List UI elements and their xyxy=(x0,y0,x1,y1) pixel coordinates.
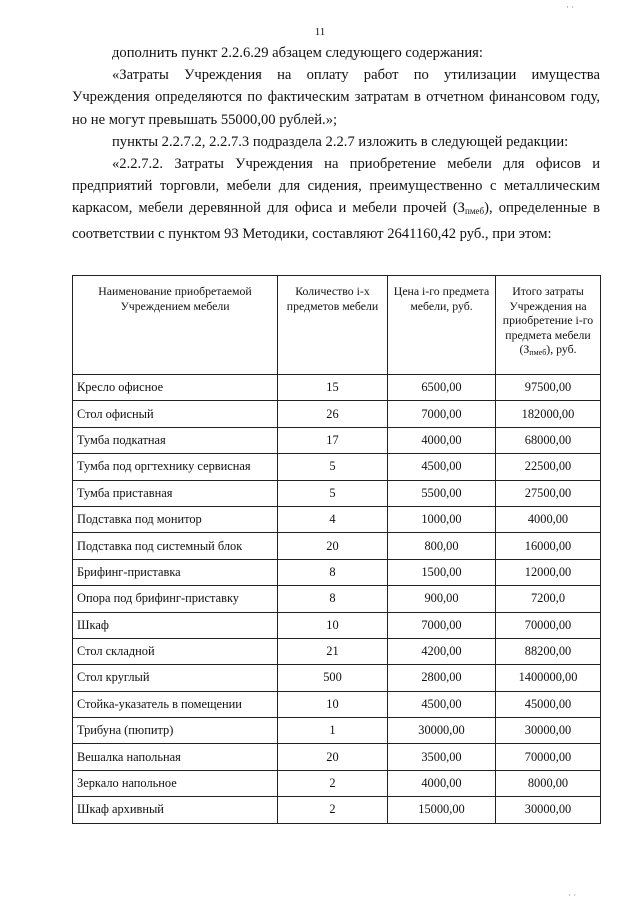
cell-unit-price: 6500,00 xyxy=(388,375,496,401)
cell-quantity: 10 xyxy=(278,612,388,638)
table-row xyxy=(73,533,601,559)
table-row xyxy=(73,586,601,612)
table-row xyxy=(73,427,601,453)
cell-furniture-name: Стойка-указатель в помещении xyxy=(73,691,278,717)
cell-unit-price: 4000,00 xyxy=(388,770,496,796)
cell-quantity: 500 xyxy=(278,665,388,691)
page-number: 11 xyxy=(314,26,326,38)
cell-quantity: 17 xyxy=(278,427,388,453)
header-total-subscript: пмеб xyxy=(529,348,547,357)
table-row xyxy=(73,770,601,796)
cell-unit-price: 7000,00 xyxy=(388,612,496,638)
cell-furniture-name: Шкаф xyxy=(73,612,278,638)
cell-unit-price: 4500,00 xyxy=(388,691,496,717)
paragraph-utilization-costs: «Затраты Учреждения на оплату работ по утилизации имущества Учреждения определяются по фактическим затратам в отчетном финансовом году, но не могут превышать 55000,00 рублей.»; xyxy=(72,67,600,128)
cell-furniture-name: Подставка под монитор xyxy=(73,506,278,532)
paragraph-furniture-costs xyxy=(72,153,600,245)
cell-unit-price: 15000,00 xyxy=(388,797,496,823)
cell-quantity: 8 xyxy=(278,586,388,612)
cell-quantity: 20 xyxy=(278,744,388,770)
cell-furniture-name: Шкаф архивный xyxy=(73,797,278,823)
cell-furniture-name: Опора под брифинг-приставку xyxy=(73,586,278,612)
header-quantity: Количество i-х предметов мебели xyxy=(278,276,388,375)
cell-total-cost: 27500,00 xyxy=(496,480,601,506)
header-total-text-end: ), руб. xyxy=(546,342,577,356)
table-row xyxy=(73,691,601,717)
paragraph-amend-2-2-6-29: дополнить пункт 2.2.6.29 абзацем следующего содержания: xyxy=(112,45,483,61)
cell-unit-price: 4000,00 xyxy=(388,427,496,453)
cell-furniture-name: Подставка под системный блок xyxy=(73,533,278,559)
paragraph-furniture-text-start: «2.2.7.2. Затраты Учреждения на приобретение мебели для офисов и предприятий торговли, мебели для сидения, преимущественно с металлическим каркасом, мебели деревянной для офиса и мебели прочей (З xyxy=(72,156,600,217)
cell-quantity: 26 xyxy=(278,401,388,427)
corner-mark-top: · · xyxy=(566,2,575,12)
header-unit-price: Цена i-го предмета мебели, руб. xyxy=(388,276,496,375)
header-total-text-start: Итого затраты Учреждения на приобретение i-го предмета мебели (З xyxy=(502,284,594,356)
cell-total-cost: 30000,00 xyxy=(496,718,601,744)
cell-furniture-name: Трибуна (пюпитр) xyxy=(73,718,278,744)
cell-total-cost: 12000,00 xyxy=(496,559,601,585)
cell-quantity: 2 xyxy=(278,770,388,796)
table-row xyxy=(73,480,601,506)
table-header-row xyxy=(73,276,601,375)
cell-quantity: 15 xyxy=(278,375,388,401)
table-row xyxy=(73,506,601,532)
table-row xyxy=(73,797,601,823)
header-total-cost xyxy=(496,276,601,375)
cell-quantity: 21 xyxy=(278,638,388,664)
cell-unit-price: 900,00 xyxy=(388,586,496,612)
cell-furniture-name: Кресло офисное xyxy=(73,375,278,401)
cell-quantity: 1 xyxy=(278,718,388,744)
cell-total-cost: 1400000,00 xyxy=(496,665,601,691)
cell-furniture-name: Тумба приставная xyxy=(73,480,278,506)
cell-quantity: 20 xyxy=(278,533,388,559)
cell-total-cost: 30000,00 xyxy=(496,797,601,823)
cell-unit-price: 5500,00 xyxy=(388,480,496,506)
cell-unit-price: 30000,00 xyxy=(388,718,496,744)
paragraph-furniture-text-end: ), определенные в соответствии с пунктом 93 Методики, составляют 2641160,42 руб., при этом: xyxy=(72,200,601,242)
table-body xyxy=(73,375,601,824)
cell-furniture-name: Тумба подкатная xyxy=(73,427,278,453)
cell-total-cost: 22500,00 xyxy=(496,454,601,480)
cell-total-cost: 7200,0 xyxy=(496,586,601,612)
formula-subscript: пмеб xyxy=(465,206,485,217)
cell-furniture-name: Стол круглый xyxy=(73,665,278,691)
table-row xyxy=(73,638,601,664)
cell-furniture-name: Тумба под оргтехнику сервисная xyxy=(73,454,278,480)
cell-total-cost: 68000,00 xyxy=(496,427,601,453)
document-body xyxy=(72,42,600,245)
cell-total-cost: 182000,00 xyxy=(496,401,601,427)
table-row xyxy=(73,718,601,744)
cell-total-cost: 70000,00 xyxy=(496,612,601,638)
cell-unit-price: 1500,00 xyxy=(388,559,496,585)
cell-unit-price: 4200,00 xyxy=(388,638,496,664)
table-row xyxy=(73,454,601,480)
cell-quantity: 10 xyxy=(278,691,388,717)
table-row xyxy=(73,559,601,585)
cell-furniture-name: Зеркало напольное xyxy=(73,770,278,796)
paragraph-amend-2-2-7: пункты 2.2.7.2, 2.2.7.3 подраздела 2.2.7 изложить в следующей редакции: xyxy=(112,133,569,150)
cell-unit-price: 2800,00 xyxy=(388,665,496,691)
cell-unit-price: 4500,00 xyxy=(388,454,496,480)
cell-unit-price: 1000,00 xyxy=(388,506,496,532)
cell-quantity: 4 xyxy=(278,506,388,532)
table-row xyxy=(73,612,601,638)
cell-total-cost: 45000,00 xyxy=(496,691,601,717)
cell-quantity: 2 xyxy=(278,797,388,823)
table-row xyxy=(73,744,601,770)
cell-quantity: 5 xyxy=(278,480,388,506)
cell-total-cost: 97500,00 xyxy=(496,375,601,401)
cell-total-cost: 4000,00 xyxy=(496,506,601,532)
cell-total-cost: 8000,00 xyxy=(496,770,601,796)
table-row xyxy=(73,665,601,691)
corner-mark-bottom: · · xyxy=(568,890,577,900)
cell-furniture-name: Вешалка напольная xyxy=(73,744,278,770)
cell-unit-price: 800,00 xyxy=(388,533,496,559)
cell-total-cost: 16000,00 xyxy=(496,533,601,559)
table-row xyxy=(73,375,601,401)
cell-furniture-name: Стол офисный xyxy=(73,401,278,427)
cell-furniture-name: Стол складной xyxy=(73,638,278,664)
table-row xyxy=(73,401,601,427)
header-furniture-name: Наименование приобретаемой Учреждением мебели xyxy=(73,276,278,375)
furniture-table xyxy=(72,275,601,824)
cell-quantity: 5 xyxy=(278,454,388,480)
cell-unit-price: 7000,00 xyxy=(388,401,496,427)
cell-total-cost: 88200,00 xyxy=(496,638,601,664)
cell-unit-price: 3500,00 xyxy=(388,744,496,770)
cell-quantity: 8 xyxy=(278,559,388,585)
cell-total-cost: 70000,00 xyxy=(496,744,601,770)
cell-furniture-name: Брифинг-приставка xyxy=(73,559,278,585)
